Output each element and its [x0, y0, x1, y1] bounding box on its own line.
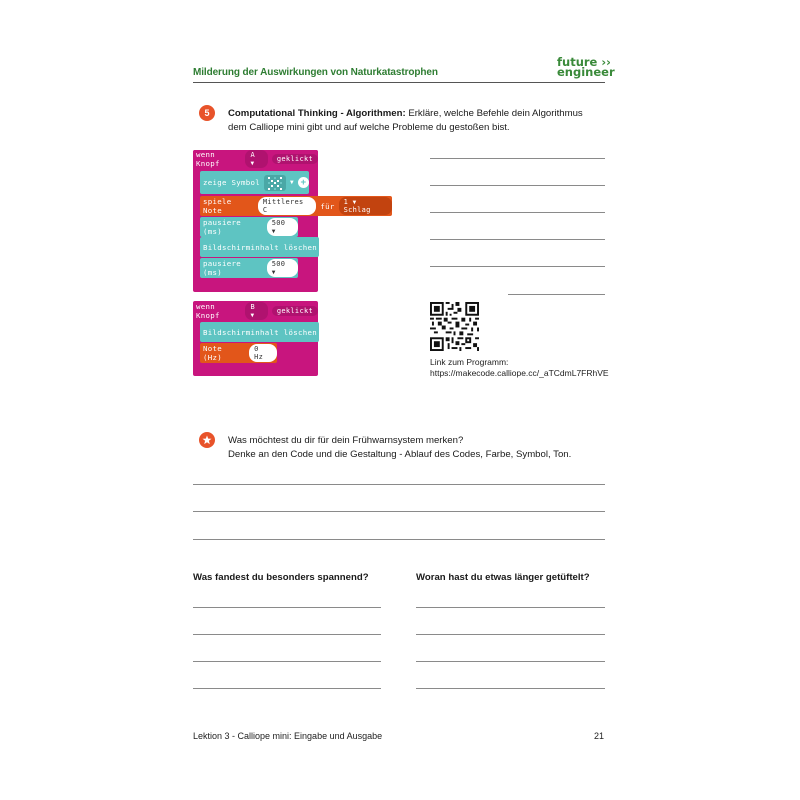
task5-text-line2: dem Calliope mini gibt und auf welche Probleme du gestoßen bist.: [228, 122, 510, 133]
answer-line: [193, 634, 381, 635]
task-number-badge: 5: [199, 105, 215, 121]
task5-text-rest: Erkläre, welche Befehle dein Algorithmus: [405, 108, 583, 119]
note-hz-value[interactable]: 0 Hz: [249, 344, 277, 362]
star-icon: [202, 435, 212, 445]
answer-line: [416, 607, 605, 608]
logo-word-future: future: [557, 55, 598, 69]
answer-line: [193, 661, 381, 662]
clear-screen-block-b: Bildschirminhalt löschen: [200, 322, 319, 342]
chevron-down-icon[interactable]: ▼: [290, 179, 294, 186]
reflection-line1: Was möchtest du dir für dein Frühwarnsystem merken?: [228, 435, 464, 446]
show-symbol-block: [200, 171, 309, 194]
answer-line: [416, 661, 605, 662]
note-value-field[interactable]: Mittleres C: [258, 197, 316, 215]
symbol-grid-icon[interactable]: [264, 175, 286, 191]
page-header-title: Milderung der Auswirkungen von Naturkatastrophen: [193, 67, 438, 78]
logo-arrows: ››: [601, 55, 611, 69]
answer-line: [416, 688, 605, 689]
pause2-value[interactable]: 500 ▼: [267, 259, 298, 277]
page-number: 21: [594, 731, 605, 741]
answer-line: [430, 266, 605, 267]
play-note-block: [200, 196, 392, 216]
reflection-line2: Denke an den Code und die Gestaltung - Ablauf des Codes, Farbe, Symbol, Ton.: [228, 449, 572, 460]
event-block-a-header: [193, 150, 318, 167]
question-left: Was fandest du besonders spannend?: [193, 572, 369, 583]
answer-line: [193, 484, 605, 485]
button-select-a[interactable]: A ▼: [245, 150, 267, 168]
pause-block-1: [200, 217, 298, 237]
event-block-b-header: [193, 302, 318, 320]
pause2-label: pausiere (ms): [203, 259, 241, 277]
event-a-suffix: geklickt: [272, 154, 318, 164]
for-label: für: [320, 201, 335, 211]
program-link-url[interactable]: https://makecode.calliope.cc/_aTCdmL7FRhVE: [430, 368, 609, 378]
answer-line: [416, 634, 605, 635]
answer-line: [193, 511, 605, 512]
star-badge: [199, 432, 215, 448]
task5-text: [228, 107, 608, 135]
answer-line: [430, 239, 605, 240]
pause-block-2: [200, 258, 298, 278]
answer-line: [430, 212, 605, 213]
header-divider: [193, 82, 605, 83]
add-circle-icon[interactable]: +: [298, 177, 309, 188]
reflection-text: [228, 434, 608, 462]
answer-line: [508, 294, 605, 295]
show-symbol-label: zeige Symbol: [203, 178, 260, 187]
footer-lesson: Lektion 3 - Calliope mini: Eingabe und Ausgabe: [193, 731, 383, 741]
note-hz-block: [200, 343, 277, 363]
pause1-label: pausiere (ms): [203, 218, 241, 236]
answer-line: [193, 607, 381, 608]
task5-title: Computational Thinking - Algorithmen:: [228, 108, 406, 119]
event-b-suffix: geklickt: [272, 306, 318, 316]
future-engineer-logo: [557, 57, 615, 77]
button-select-b[interactable]: B ▼: [245, 302, 267, 320]
event-b-prefix: wenn Knopf: [196, 302, 220, 320]
note-hz-label: Note (Hz): [203, 344, 222, 362]
program-link-label: Link zum Programm:: [430, 357, 509, 367]
qr-code-icon[interactable]: [430, 302, 479, 351]
answer-line: [193, 688, 381, 689]
pause1-value[interactable]: 500 ▼: [267, 218, 298, 236]
answer-line: [430, 158, 605, 159]
answer-line: [193, 539, 605, 540]
clear-screen-block-a: Bildschirminhalt löschen: [200, 237, 319, 257]
play-note-label: spiele Note: [203, 197, 232, 215]
answer-line: [430, 185, 605, 186]
beat-select[interactable]: 1 ▼ Schlag: [339, 197, 392, 215]
question-right: Woran hast du etwas länger getüftelt?: [416, 572, 590, 583]
logo-word-engineer: engineer: [557, 65, 615, 79]
event-a-prefix: wenn Knopf: [196, 149, 220, 168]
